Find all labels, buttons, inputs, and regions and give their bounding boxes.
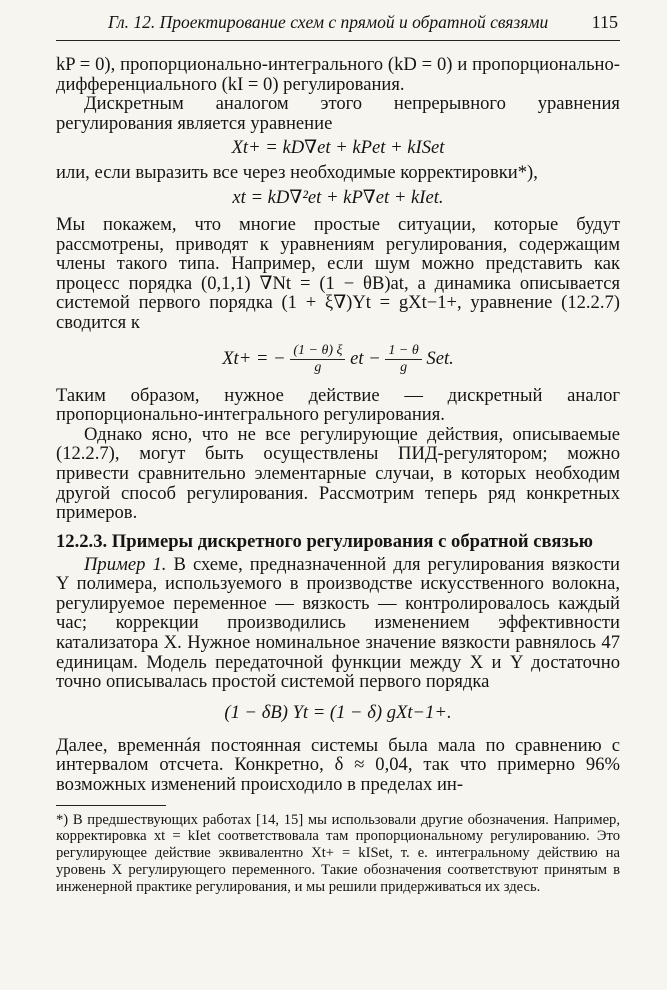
equation-3-fraction-1 bbox=[290, 343, 345, 376]
equation-3-fraction-2 bbox=[385, 343, 421, 376]
paragraph-example-1 bbox=[56, 555, 620, 692]
equation-4: (1 − δB) Yt = (1 − δ) gXt−1+. bbox=[224, 701, 452, 723]
book-page bbox=[56, 12, 620, 896]
paragraph-pid-limits: Однако ясно, что не все регулирующие действия, описываемые (12.2.7), могут быть осуществлены ПИД-регулятором; можно привести сравнительно элементарные случаи, в которых необходим другой способ регулирования. Рассмотрим теперь ряд конкретных примеров. bbox=[56, 423, 620, 524]
chapter-title: Гл. 12. Проектирование схем с прямой и обратной связями bbox=[108, 12, 549, 32]
paragraph-simple-situations: Мы покажем, что многие простые ситуации, которые будут рассмотрены, приводят к уравнениям регулирования, содержащим члены такого типа. Например, если шум можно представить как процесс порядка (0,1,1) ∇Nt = (1 − θB)at, а динамика описывается системой первого порядка (1 + ξ∇)Yt = gXt−1+, уравнение (12.2.7) сводится к bbox=[56, 213, 620, 333]
footnote-divider bbox=[56, 805, 166, 806]
footnote: *) В предшествующих работах [14, 15] мы использовали другие обозначения. Например, корректировка xt = kIet соответствовала там пропорциональному регулированию. Это регулирующее действие эквивалентно Xt+ = kISet, т. е. интегральному действию на уровень X регулирующего переменного. Такие обозначения соответствуют принятым в инженерной практике регулирования, и мы решили придерживаться их здесь. bbox=[56, 811, 620, 895]
paragraph-continuation: kP = 0), пропорционально-интегрального (kD = 0) и пропорционально-дифференциального (kI = 0) регулирования. bbox=[56, 54, 620, 95]
fraction-1-denominator: g bbox=[314, 359, 322, 375]
paragraph-conclusion: Таким образом, нужное действие — дискретный аналог пропорционально-интегрального регулирования. bbox=[56, 384, 620, 426]
fraction-2-numerator: 1 − θ bbox=[385, 343, 421, 360]
section-heading: 12.2.3. Примеры дискретного регулирования с обратной связью bbox=[56, 530, 593, 552]
paragraph-corrections: или, если выразить все через необходимые корректировки*), bbox=[56, 162, 538, 184]
equation-3-lhs: Xt+ = − bbox=[222, 347, 286, 369]
paragraph-time-constant: Далее, временнáя постоянная системы была мала по сравнению с интервалом отсчета. Конкретно, δ ≈ 0,04, так что примерно 96% возможных изменений происходило в пределах ин- bbox=[56, 734, 620, 796]
page-number: 115 bbox=[591, 12, 618, 32]
equation-3-middle: et − bbox=[350, 347, 381, 369]
equation-1: Xt+ = kD∇et + kPet + kISet bbox=[231, 137, 445, 159]
equation-3 bbox=[56, 343, 620, 376]
equation-2: xt = kD∇²et + kP∇et + kIet. bbox=[232, 186, 444, 208]
equation-3-end: Set. bbox=[426, 347, 454, 369]
paragraph-discrete-analog: Дискретным аналогом этого непрерывного уравнения регулирования является уравнение bbox=[56, 93, 620, 134]
fraction-2-denominator: g bbox=[400, 359, 408, 375]
running-header bbox=[56, 12, 620, 41]
example-label: Пример 1. bbox=[84, 553, 167, 575]
example-text: В схеме, предназначенной для регулирования вязкости Y полимера, используемого в производстве искусственного волокна, регулируемое переменное — вязкость — контролировалось каждый час; коррекции производились изменением эффективности катализатора X. Нужное номинальное значение вязкости равнялось 47 единицам. Модель передаточной функции между X и Y достаточно точно описывалась простой системой первого порядка bbox=[56, 553, 620, 693]
fraction-1-numerator: (1 − θ) ξ bbox=[290, 343, 345, 360]
